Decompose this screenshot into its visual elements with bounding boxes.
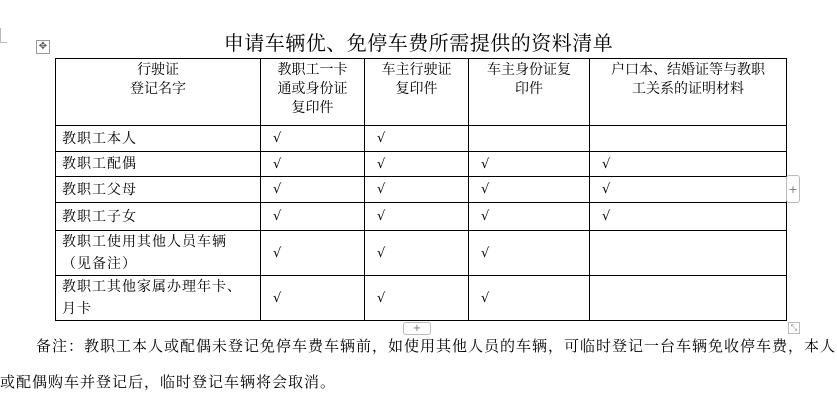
check-mark: √ [365,152,469,177]
table-row [56,177,787,203]
header-text: 复印件 [291,100,334,116]
check-mark: √ [365,231,469,276]
empty-cell [590,276,787,321]
check-mark: √ [590,177,787,203]
header-cell [590,59,787,126]
check-mark: √ [590,152,787,177]
header-cell [56,59,261,126]
header-cell [469,59,590,126]
table-row [56,126,787,152]
header-text: 工关系的证明材料 [632,81,744,97]
move-icon: ✥ [38,41,48,52]
header-text: 通或身份证 [277,81,348,97]
check-mark: √ [261,276,365,321]
row-label: 教职工子女 [56,203,261,231]
table-row [56,231,787,276]
check-mark: √ [469,231,590,276]
check-mark: √ [469,203,590,231]
header-text: 户口本、结婚证等与教职 [611,62,765,78]
plus-icon: + [412,323,422,334]
note-paragraph: 备注：教职工本人或配偶未登记免停车费车辆前，如使用其他人员的车辆，可临时登记一台车辆免收停车费，本人或配偶购车并登记后，临时登记车辆将会取消。 [0,337,837,391]
table-row [56,152,787,177]
resize-icon: ⤡ [790,323,798,332]
check-mark: √ [365,276,469,321]
table-row [56,276,787,321]
plus-icon: + [788,182,798,196]
check-mark: √ [365,177,469,203]
table-row [56,203,787,231]
header-text: 复印件 [395,81,438,97]
check-mark: √ [469,152,590,177]
check-mark: √ [261,152,365,177]
row-label: 教职工其他家属办理年卡、月卡 [56,276,261,321]
insert-row-handle[interactable] [786,175,800,203]
check-mark: √ [261,203,365,231]
row-label: 教职工本人 [56,126,261,152]
check-mark: √ [365,203,469,231]
check-mark: √ [469,177,590,203]
header-text: 教职工一卡 [277,62,348,78]
empty-cell [590,126,787,152]
materials-table [55,58,787,321]
check-mark: √ [261,126,365,152]
header-text: 印件 [515,81,543,97]
row-label: 教职工父母 [56,177,261,203]
row-label: 教职工使用其他人员车辆（见备注） [56,231,261,276]
header-text: 行驶证 [137,62,179,78]
empty-cell [469,126,590,152]
header-cell [261,59,365,126]
check-mark: √ [261,231,365,276]
header-text: 车主身份证复 [487,62,571,78]
document-title: 申请车辆优、免停车费所需提供的资料清单 [223,31,614,55]
empty-cell [590,231,787,276]
row-label: 教职工配偶 [56,152,261,177]
table-header-row [56,59,787,126]
header-text: 车主行驶证 [381,62,452,78]
header-text: 登记名字 [130,81,186,97]
header-cell [365,59,469,126]
check-mark: √ [469,276,590,321]
check-mark: √ [261,177,365,203]
check-mark: √ [590,203,787,231]
check-mark: √ [365,126,469,152]
